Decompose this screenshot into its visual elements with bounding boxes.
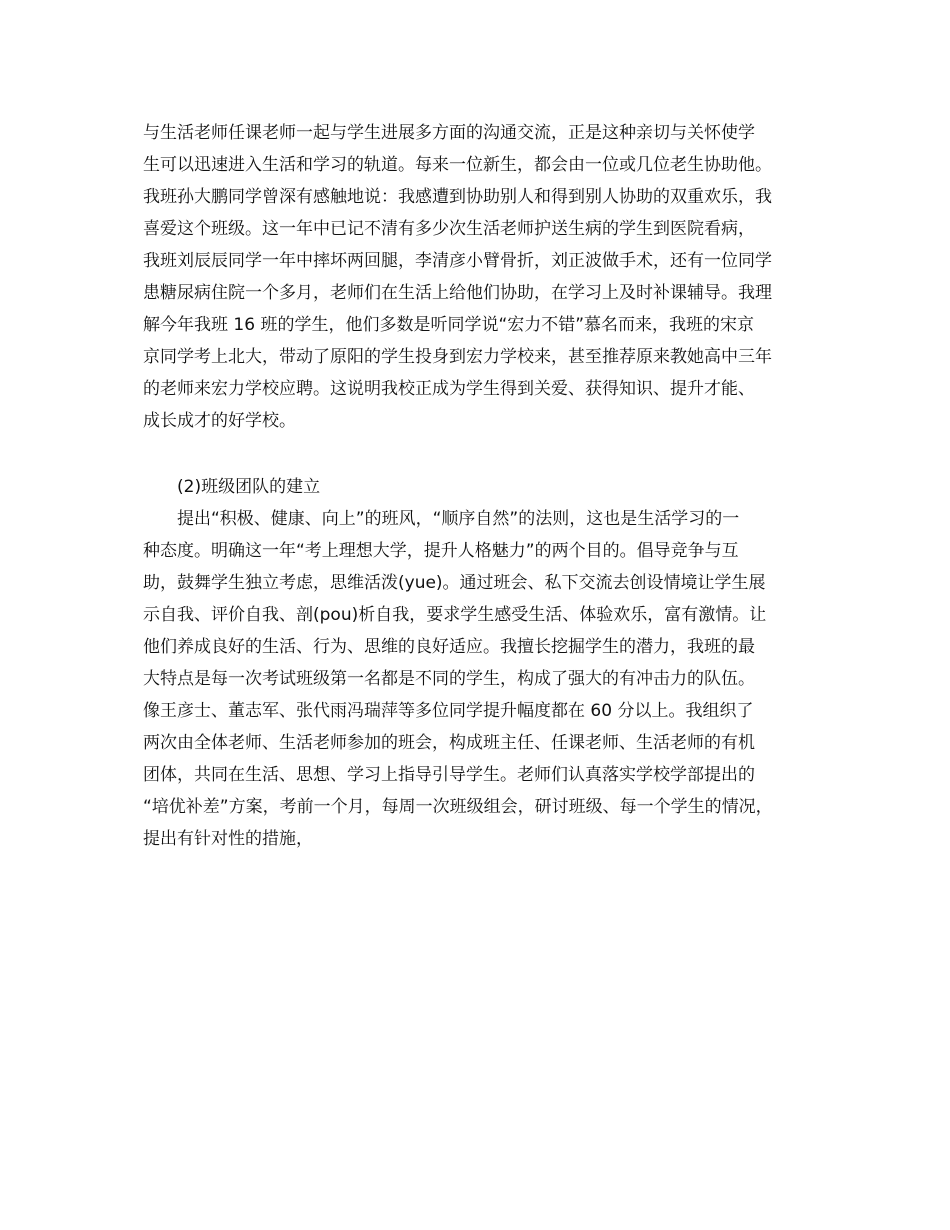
text-line: 我班孙大鹏同学曾深有感触地说：我感遭到协助别人和得到别人协助的双重欢乐，我	[143, 187, 772, 207]
text-line: 提出有针对性的措施，	[143, 829, 313, 849]
text-line: “培优补差”方案，考前一个月，每周一次班级组会，研讨班级、每一个学生的情况，	[143, 797, 773, 817]
text-line: 团体，共同在生活、思想、学习上指导引导学生。老师们认真落实学校学部提出的	[143, 765, 755, 785]
text-line: 患糖尿病住院一个多月，老师们在生活上给他们协助，在学习上及时补课辅导。我理	[143, 283, 772, 303]
text-line: 他们养成良好的生活、行为、思维的良好适应。我擅长挖掘学生的潜力，我班的最	[143, 637, 755, 657]
text-line: 像王彦士、董志军、张代雨冯瑞萍等多位同学提升幅度都在 60 分以上。我组织了	[143, 701, 754, 721]
text-line: 解今年我班 16 班的学生，他们多数是听同学说“宏力不错”慕名而来，我班的宋京	[143, 315, 755, 335]
text-line: 京同学考上北大，带动了原阳的学生投身到宏力学校来，甚至推荐原来教她高中三年	[143, 347, 772, 367]
text-line: 成长成才的好学校。	[143, 411, 296, 431]
text-line: 两次由全体老师、生活老师参加的班会，构成班主任、任课老师、生活老师的有机	[143, 733, 755, 753]
text-line: 大特点是每一次考试班级第一名都是不同的学生，构成了强大的有冲击力的队伍。	[143, 669, 755, 689]
text-line: 示自我、评价自我、剖(pou)析自我，要求学生感受生活、体验欢乐，富有激情。让	[143, 605, 767, 625]
text-line: 提出“积极、健康、向上”的班风，“顺序自然”的法则，这也是生活学习的一	[177, 509, 740, 529]
text-line: 的老师来宏力学校应聘。这说明我校正成为学生得到关爱、获得知识、提升才能、	[143, 379, 755, 399]
text-line: 喜爱这个班级。这一年中已记不清有多少次生活老师护送生病的学生到医院看病，	[143, 219, 755, 239]
section-heading: (2)班级团队的建立	[177, 477, 321, 497]
text-line: 助，鼓舞学生独立考虑，思维活泼(yue)。通过班会、私下交流去创设情境让学生展	[143, 573, 766, 593]
text-line: 种态度。明确这一年“考上理想大学，提升人格魅力”的两个目的。倡导竞争与互	[143, 541, 739, 561]
section-class-team	[143, 471, 815, 855]
paragraph-class-care	[143, 117, 815, 437]
text-line: 生可以迅速进入生活和学习的轨道。每来一位新生，都会由一位或几位老生协助他。	[143, 155, 772, 175]
text-line: 我班刘辰辰同学一年中摔坏两回腿，李清彦小臂骨折，刘正波做手术，还有一位同学	[143, 251, 772, 271]
text-line: 与生活老师任课老师一起与学生进展多方面的沟通交流，正是这种亲切与关怀使学	[143, 123, 755, 143]
